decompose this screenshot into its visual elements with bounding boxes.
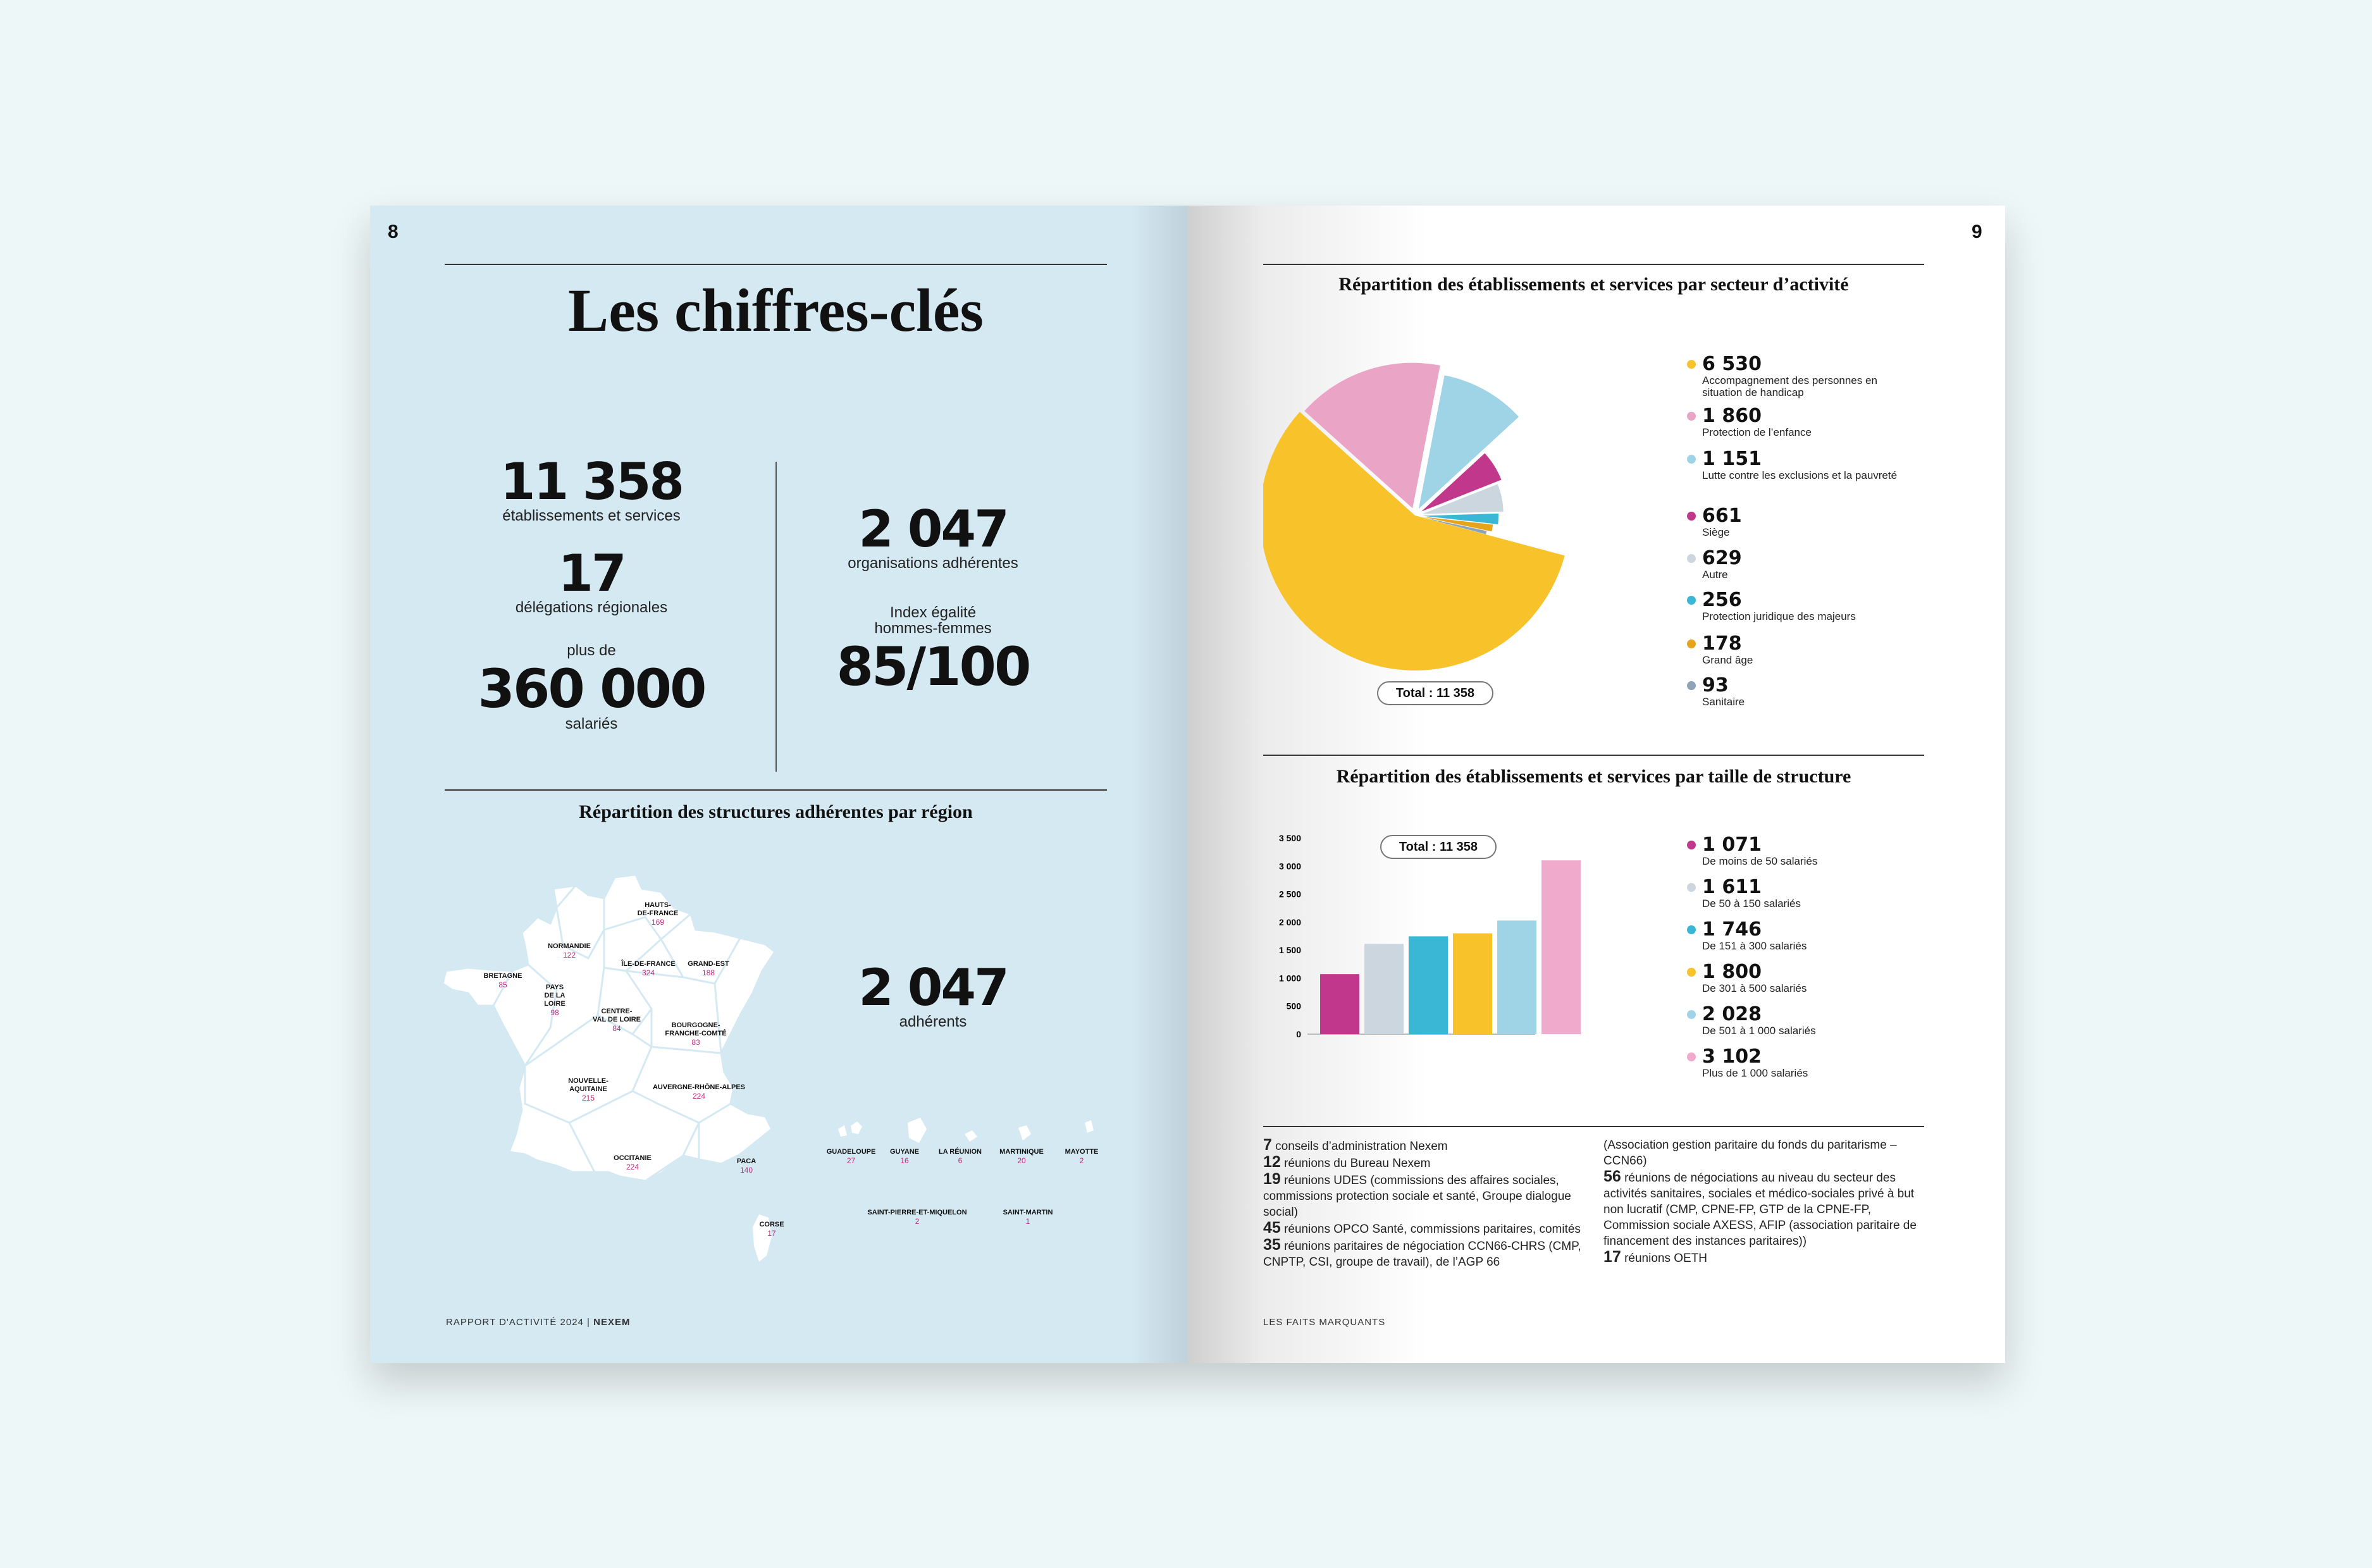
stats-divider <box>775 462 777 772</box>
legend-value: 2 028 <box>1702 1003 1762 1025</box>
fact-text: réunions du Bureau Nexem <box>1280 1157 1431 1170</box>
stat-index-label-1: Index égalité <box>889 604 977 621</box>
legend-dot <box>1687 841 1696 849</box>
bar <box>1497 920 1536 1034</box>
bar-title: Répartition des établissements et services par taille de structure <box>1336 766 1851 787</box>
fact-item <box>1603 1249 1926 1266</box>
bar-legend-item <box>1687 962 1940 994</box>
legend-dot <box>1687 360 1696 369</box>
legend-dot <box>1687 512 1696 521</box>
divider <box>1263 755 1924 756</box>
legend-value: 93 <box>1702 674 1729 696</box>
stat-index-label-2: hommes-femmes <box>874 620 992 637</box>
region-grand-est: GRAND-EST 188 <box>688 960 729 977</box>
territory-martinique: MARTINIQUE 20 <box>999 1148 1044 1165</box>
adherents-number: 2 047 <box>858 958 1008 1017</box>
page-number-left: 8 <box>388 221 398 242</box>
stat-organisations-number: 2 047 <box>858 500 1008 559</box>
pie-legend-item <box>1687 634 1940 666</box>
fact-item <box>1263 1154 1586 1171</box>
fact-item <box>1263 1237 1586 1270</box>
legend-dot <box>1687 412 1696 421</box>
legend-dot <box>1687 554 1696 563</box>
pie-legend-item <box>1687 354 1940 398</box>
fact-number: 19 <box>1263 1170 1281 1188</box>
legend-value: 1 800 <box>1702 961 1762 983</box>
pie-legend-item <box>1687 590 1940 622</box>
legend-value: 1 611 <box>1702 876 1762 898</box>
legend-label: Lutte contre les exclusions et la pauvreté <box>1702 469 1898 481</box>
legend-label: De 50 à 150 salariés <box>1702 898 1801 910</box>
fact-text: réunions OPCO Santé, commissions paritaires, comités <box>1280 1223 1581 1236</box>
bar-total-badge: Total : 11 358 <box>1380 835 1497 859</box>
region-auvergne-rhone-alpes: AUVERGNE-RHÔNE-ALPES 224 <box>652 1083 746 1101</box>
region-occitanie: OCCITANIE 224 <box>614 1154 652 1171</box>
territory-la-reunion: LA RÉUNION 6 <box>938 1148 982 1165</box>
legend-label: De 501 à 1 000 salariés <box>1702 1025 1816 1037</box>
legend-dot <box>1687 1053 1696 1061</box>
page-number-right: 9 <box>1972 221 1982 242</box>
legend-value: 256 <box>1702 589 1742 611</box>
bar <box>1541 860 1581 1034</box>
legend-value: 1 151 <box>1702 448 1762 470</box>
fact-number: 12 <box>1263 1153 1281 1171</box>
stat-etablissements-label: établissements et services <box>502 507 681 524</box>
fact-number: 56 <box>1603 1168 1621 1185</box>
divider <box>445 264 1107 265</box>
legend-dot <box>1687 596 1696 605</box>
y-tick-label: 2 000 <box>1278 917 1301 927</box>
pie-chart <box>1263 345 1592 674</box>
bar-legend-item <box>1687 1004 1940 1037</box>
legend-label: Plus de 1 000 salariés <box>1702 1067 1808 1079</box>
y-tick-label: 3 500 <box>1278 833 1301 843</box>
fact-number: 17 <box>1603 1248 1621 1266</box>
bar <box>1453 934 1492 1034</box>
stat-index-number: 85/100 <box>836 636 1030 698</box>
stat-etablissements-number: 11 358 <box>500 452 683 511</box>
footer-left: RAPPORT D'ACTIVITÉ 2024 | NEXEM <box>446 1317 631 1328</box>
legend-value: 178 <box>1702 633 1742 655</box>
fact-text: réunions de négociations au niveau du secteur des activités sanitaires, sociales et médico-sociales privé à but non lucratif (CMP, CPNE-FP, GTP de la CPNE-FP, Commission sociale AXESS, AFIP (association paritaire de financement des instances paritaires)) <box>1603 1171 1917 1248</box>
facts-column-1 <box>1263 1137 1586 1270</box>
divider <box>1263 264 1924 265</box>
fact-text: conseils d’administration Nexem <box>1271 1140 1448 1153</box>
right-page <box>1187 206 2005 1363</box>
legend-dot <box>1687 968 1696 977</box>
legend-label: Sanitaire <box>1702 696 1745 708</box>
fact-text: réunions OETH <box>1621 1252 1708 1265</box>
pie-legend-item <box>1687 548 1940 581</box>
pie-legend-item <box>1687 406 1940 438</box>
y-tick-label: 1 500 <box>1278 945 1301 956</box>
territory-guyane: GUYANE 16 <box>889 1148 920 1165</box>
fact-text: réunions UDES (commissions des affaires sociales, commissions protection sociale et santé, Groupe dialogue social) <box>1263 1174 1571 1219</box>
legend-dot <box>1687 925 1696 934</box>
divider <box>1263 1126 1924 1127</box>
legend-label: De 301 à 500 salariés <box>1702 982 1807 994</box>
region-nouvelle-aquitaine: NOUVELLE- AQUITAINE 215 <box>568 1077 608 1102</box>
y-tick-label: 1 000 <box>1278 973 1301 984</box>
stat-delegations-number: 17 <box>558 544 625 603</box>
fact-item <box>1263 1137 1586 1154</box>
fact-item <box>1263 1171 1586 1220</box>
fact-item <box>1263 1220 1586 1237</box>
territory-guadeloupe: GUADELOUPE 27 <box>826 1148 876 1165</box>
bar <box>1320 974 1359 1034</box>
legend-value: 6 530 <box>1702 353 1762 375</box>
bar <box>1364 944 1404 1034</box>
pie-title: Répartition des établissements et services par secteur d’activité <box>1338 274 1849 295</box>
fact-number: 35 <box>1263 1236 1281 1254</box>
region-paca: PACA 140 <box>736 1157 757 1175</box>
legend-dot <box>1687 455 1696 464</box>
region-bretagne: BRETAGNE 85 <box>483 972 522 989</box>
pie-legend-item <box>1687 449 1940 481</box>
fact-number: 7 <box>1263 1136 1272 1154</box>
pie-total-badge: Total : 11 358 <box>1377 681 1493 705</box>
legend-dot <box>1687 1010 1696 1019</box>
region-hauts-de-france: HAUTS- DE-FRANCE 169 <box>637 901 679 927</box>
y-tick-label: 2 500 <box>1278 889 1301 899</box>
region-corse: CORSE 17 <box>759 1221 784 1238</box>
legend-label: De moins de 50 salariés <box>1702 855 1818 867</box>
y-tick-label: 3 000 <box>1278 861 1301 872</box>
legend-dot <box>1687 639 1696 648</box>
page-title: Les chiffres-clés <box>568 276 984 344</box>
legend-value: 1 071 <box>1702 834 1762 856</box>
fact-text: réunions paritaires de négociation CCN66-CHRS (CMP, CNPTP, CSI, groupe de travail), de l’AGP 66 <box>1263 1240 1581 1269</box>
bar-legend-item <box>1687 877 1940 910</box>
overseas-shapes <box>825 1104 1142 1154</box>
territory-saint-pierre-et-miquelon: SAINT-PIERRE-ET-MIQUELON 2 <box>867 1209 967 1226</box>
legend-value: 629 <box>1702 547 1742 569</box>
legend-label: De 151 à 300 salariés <box>1702 940 1807 952</box>
legend-dot <box>1687 883 1696 892</box>
facts-intro: (Association gestion paritaire du fonds du paritarisme – CCN66) <box>1603 1139 1897 1168</box>
bar <box>1409 936 1448 1034</box>
legend-label: Protection juridique des majeurs <box>1702 610 1856 622</box>
stat-salaries-label: salariés <box>565 715 618 732</box>
territory-saint-martin: SAINT-MARTIN 1 <box>1003 1209 1053 1226</box>
stat-delegations-label: délégations régionales <box>515 599 668 616</box>
fact-item <box>1603 1169 1926 1249</box>
stat-organisations-label: organisations adhérentes <box>848 555 1018 572</box>
pie-legend-item <box>1687 676 1940 708</box>
region-ile-de-france: ÎLE-DE-FRANCE 324 <box>621 960 676 977</box>
legend-label: Siège <box>1702 526 1730 538</box>
y-tick-label: 0 <box>1296 1029 1301 1039</box>
france-map <box>443 863 797 1268</box>
region-bourgogne-franche-comte: BOURGOGNE- FRANCHE-COMTÉ 83 <box>665 1022 727 1047</box>
region-pays-de-la-loire: PAYS DE LA LOIRE 98 <box>544 984 565 1017</box>
magazine-spread <box>370 206 2005 1363</box>
legend-value: 3 102 <box>1702 1046 1762 1068</box>
y-tick-label: 500 <box>1286 1001 1301 1011</box>
footer-right: LES FAITS MARQUANTS <box>1263 1317 1386 1328</box>
left-page <box>370 206 1187 1363</box>
stat-salaries-number: 360 000 <box>478 658 705 720</box>
divider <box>445 789 1107 791</box>
stat-salaries-prefix: plus de <box>567 642 616 659</box>
legend-label: Protection de l’enfance <box>1702 426 1812 438</box>
bar-legend-item <box>1687 835 1940 867</box>
legend-value: 661 <box>1702 505 1742 527</box>
facts-column-2 <box>1603 1137 1926 1266</box>
map-title: Répartition des structures adhérentes par région <box>579 801 973 822</box>
region-centre-val-de-loire: CENTRE- VAL DE LOIRE 84 <box>593 1008 641 1033</box>
legend-value: 1 860 <box>1702 405 1762 427</box>
legend-label: Autre <box>1702 569 1728 581</box>
region-normandie: NORMANDIE 122 <box>548 942 591 960</box>
legend-value: 1 746 <box>1702 918 1762 941</box>
territory-mayotte: MAYOTTE 2 <box>1065 1148 1099 1165</box>
adherents-label: adhérents <box>899 1013 967 1030</box>
legend-label: Grand âge <box>1702 654 1753 666</box>
legend-label: Accompagnement des personnes en situation de handicap <box>1702 374 1877 398</box>
legend-dot <box>1687 681 1696 690</box>
pie-legend-item <box>1687 506 1940 538</box>
bar-legend-item <box>1687 1047 1940 1079</box>
fact-number: 45 <box>1263 1219 1281 1237</box>
bar-legend-item <box>1687 920 1940 952</box>
